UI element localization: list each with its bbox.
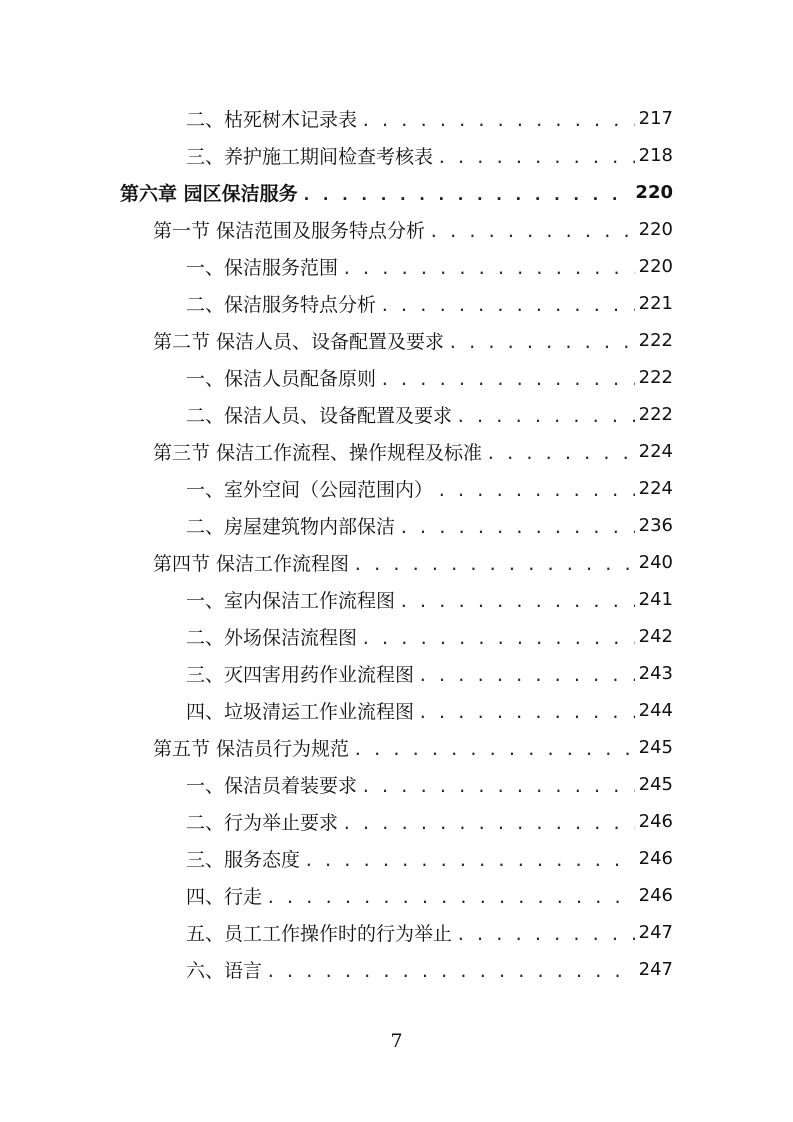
toc-leader-dots — [399, 592, 635, 611]
toc-leader-dots — [418, 703, 635, 722]
toc-entry-page: 222 — [638, 367, 673, 388]
toc-chapter-entry[interactable] — [120, 174, 673, 211]
toc-entry[interactable] — [186, 951, 673, 988]
toc-leader-dots — [380, 296, 635, 315]
toc-entry-title: 第三节 保洁工作流程、操作规程及标准 — [153, 442, 483, 464]
toc-entry-title: 二、行为举止要求 — [186, 812, 339, 834]
toc-leader-dots — [399, 518, 635, 537]
toc-entry-title: 二、房屋建筑物内部保洁 — [186, 516, 396, 538]
toc-entry-page: 222 — [638, 330, 673, 351]
toc-entry-page: 246 — [638, 848, 673, 869]
toc-entry-page: 217 — [638, 108, 673, 129]
toc-leader-dots — [456, 407, 635, 426]
toc-leader-dots — [342, 814, 635, 833]
toc-entry-title: 四、行走 — [186, 886, 263, 908]
toc-entry[interactable] — [186, 766, 673, 803]
toc-entry-title: 四、垃圾清运工作业流程图 — [186, 701, 415, 723]
toc-entry-page: 224 — [638, 478, 673, 499]
toc-entry[interactable] — [186, 359, 673, 396]
toc-leader-dots — [304, 851, 635, 870]
toc-entry-page: 241 — [638, 589, 673, 610]
toc-leader-dots — [342, 259, 635, 278]
toc-entry-page: 220 — [635, 182, 673, 203]
toc-entry-title: 六、语言 — [186, 960, 263, 982]
toc-leader-dots — [353, 740, 635, 759]
toc-entry[interactable] — [186, 581, 673, 618]
toc-entry[interactable] — [186, 100, 673, 137]
toc-leader-dots — [437, 481, 635, 500]
toc-leader-dots — [266, 962, 635, 981]
toc-entry-title: 二、枯死树木记录表 — [186, 109, 358, 131]
toc-entry-title: 一、保洁人员配备原则 — [186, 368, 377, 390]
toc-entry[interactable] — [186, 655, 673, 692]
toc-entry-title: 二、外场保洁流程图 — [186, 627, 358, 649]
toc-entry[interactable] — [186, 877, 673, 914]
toc-section-entry[interactable] — [153, 544, 673, 581]
toc-entry-page: 247 — [638, 922, 673, 943]
toc-entry[interactable] — [186, 914, 673, 951]
toc-entry[interactable] — [186, 137, 673, 174]
toc-leader-dots — [456, 925, 635, 944]
toc-entry[interactable] — [186, 248, 673, 285]
toc-leader-dots — [361, 777, 635, 796]
toc-leader-dots — [380, 370, 635, 389]
toc-entry-page: 247 — [638, 959, 673, 980]
toc-entry-title: 一、室外空间（公园范围内） — [186, 479, 434, 501]
toc-entry-title: 第一节 保洁范围及服务特点分析 — [153, 220, 426, 242]
toc-entry-page: 236 — [638, 515, 673, 536]
toc-entry-title: 二、保洁服务特点分析 — [186, 294, 377, 316]
toc-leader-dots — [448, 333, 635, 352]
toc-entry[interactable] — [186, 470, 673, 507]
toc-entry-page: 220 — [638, 219, 673, 240]
toc-entry-title: 第六章 园区保洁服务 — [120, 183, 298, 205]
toc-leader-dots — [361, 111, 635, 130]
toc-leader-dots — [429, 222, 635, 241]
toc-entry[interactable] — [186, 285, 673, 322]
toc-entry-page: 243 — [638, 663, 673, 684]
toc-entry[interactable] — [186, 396, 673, 433]
toc-entry-page: 245 — [638, 774, 673, 795]
toc-entry-page: 246 — [638, 885, 673, 906]
toc-entry-page: 246 — [638, 811, 673, 832]
toc-entry-title: 第四节 保洁工作流程图 — [153, 553, 350, 575]
toc-entry-page: 222 — [638, 404, 673, 425]
toc-entry-title: 第五节 保洁员行为规范 — [153, 738, 350, 760]
toc-entry-title: 三、灭四害用药作业流程图 — [186, 664, 415, 686]
toc-leader-dots — [302, 185, 632, 204]
toc-leader-dots — [486, 444, 635, 463]
toc-entry-title: 五、员工工作操作时的行为举止 — [186, 923, 453, 945]
toc-leader-dots — [361, 629, 635, 648]
toc-entry-title: 一、保洁服务范围 — [186, 257, 339, 279]
toc-entry-title: 一、室内保洁工作流程图 — [186, 590, 396, 612]
toc-entry[interactable] — [186, 692, 673, 729]
toc-entry-page: 244 — [638, 700, 673, 721]
toc-entry-page: 245 — [638, 737, 673, 758]
toc-section-entry[interactable] — [153, 729, 673, 766]
toc-section-entry[interactable] — [153, 322, 673, 359]
toc-entry-page: 240 — [638, 552, 673, 573]
toc-entry-title: 一、保洁员着装要求 — [186, 775, 358, 797]
toc-leader-dots — [266, 888, 635, 907]
toc-entry[interactable] — [186, 618, 673, 655]
toc-entry-title: 三、养护施工期间检查考核表 — [186, 146, 434, 168]
toc-leader-dots — [418, 666, 635, 685]
toc-entry-page: 218 — [638, 145, 673, 166]
toc-leader-dots — [353, 555, 635, 574]
toc-entry-title: 二、保洁人员、设备配置及要求 — [186, 405, 453, 427]
toc-section-entry[interactable] — [153, 211, 673, 248]
toc-entry[interactable] — [186, 803, 673, 840]
toc-leader-dots — [437, 148, 635, 167]
toc-entry-page: 220 — [638, 256, 673, 277]
toc-entry-page: 224 — [638, 441, 673, 462]
toc-entry-title: 三、服务态度 — [186, 849, 301, 871]
toc-entry-title: 第二节 保洁人员、设备配置及要求 — [153, 331, 445, 353]
toc-section-entry[interactable] — [153, 433, 673, 470]
page-number: 7 — [390, 1030, 403, 1052]
toc-entry-page: 221 — [638, 293, 673, 314]
toc-entry[interactable] — [186, 507, 673, 544]
toc-entry-page: 242 — [638, 626, 673, 647]
toc-entry[interactable] — [186, 840, 673, 877]
